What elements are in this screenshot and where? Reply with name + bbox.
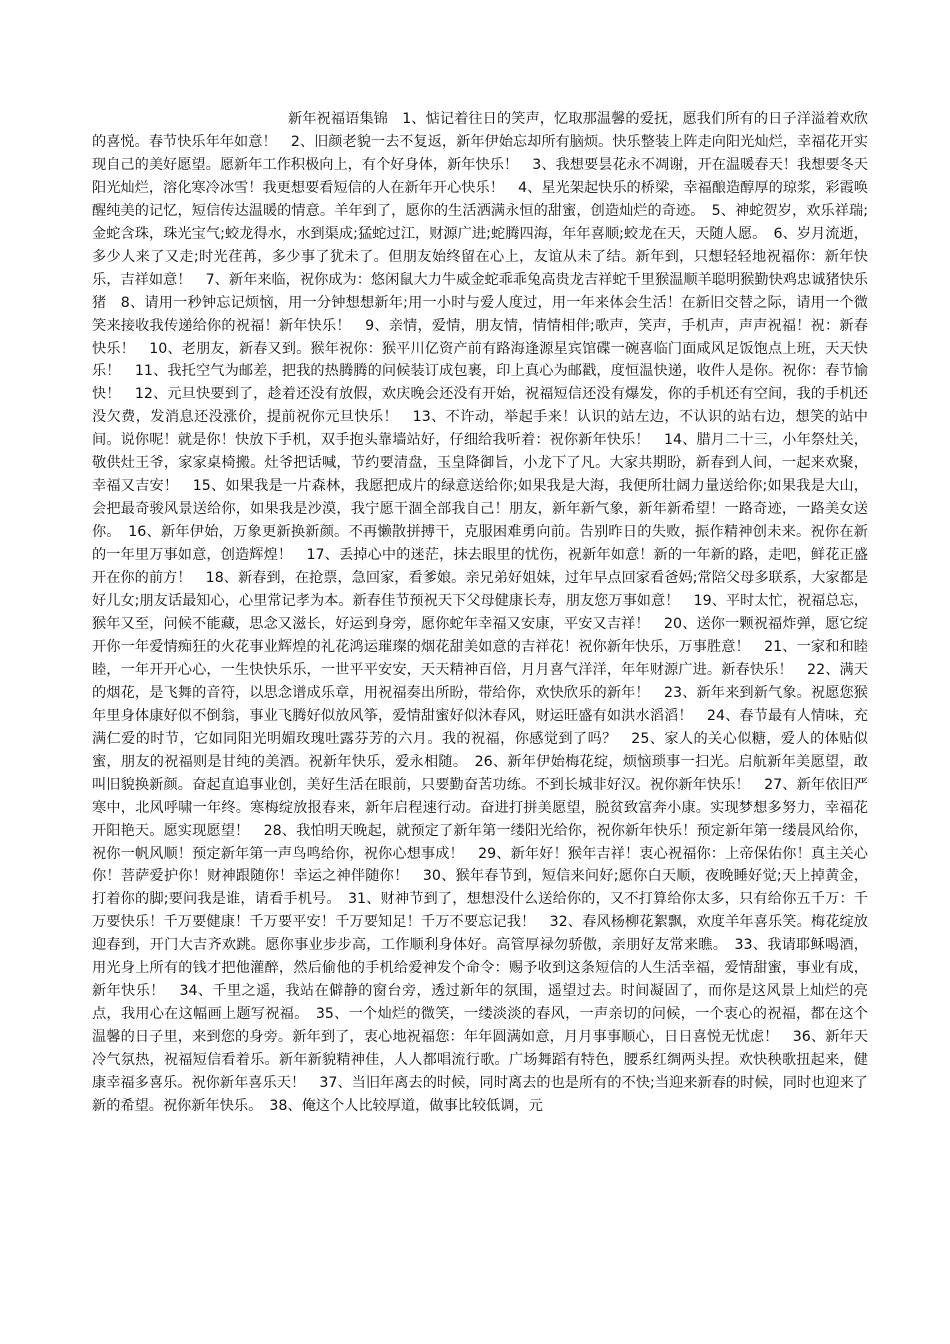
document-body-text: 新年祝福语集锦 1、惦记着往日的笑声，忆取那温馨的爱抚，愿我们所有的日子洋溢着欢欣的喜悦。春节快乐年年如意！ 2、旧颜老貌一去不复返，新年伊始忘却所有脑烦。快乐整装上阵走向阳光灿烂，幸福花开实现自己的美好愿望。愿新年工作积极向上，有个好身体，新年快乐！ 3、我想要昙花永不凋谢，开在温暖春天！我想要冬天阳光灿烂，溶化寒冷冰雪！我更想要看短信的人在新年开心快乐！ 4、星光架起快乐的桥梁，幸福酿造醇厚的琼浆，彩霞唤醒纯美的记忆，短信传达温暖的情意。羊年到了，愿你的生活洒满永恒的甜蜜，创造灿烂的奇迹。 5、神蛇贺岁，欢乐祥瑞;金蛇含珠，珠光宝气;蛟龙得水，水到渠成;猛蛇过江，财源广进;蛇腾四海，年年喜顺;蛟龙在天，天随人愿。 6、岁月流逝，多少人来了又走;时光荏苒，多少事了犹未了。但朋友始终留在心上，友谊从未了结。新年到，只想轻轻地祝福你：新年快乐，吉祥如意！ 7、新年来临，祝你成为：悠闲鼠大力牛威金蛇乖乖兔高贵龙吉祥蛇千里猴温顺羊聪明猴勤快鸡忠诚猪快乐猪 8、请用一秒钟忘记烦恼，用一分钟想想新年;用一小时与爱人度过，用一年来体会生活！在新旧交替之际，请用一个微笑来接收我传递给你的祝福！新年快乐！ 9、亲情，爱情，朋友情，情情相伴;歌声，笑声，手机声，声声祝福！祝：新春快乐！ 10、老朋友，新春又到。猴年祝你：猴平川亿资产前有路海逢源星宾馆碟一碗喜临门面咸风足饭饱点上班，天天快乐！ 11、我托空气为邮差，把我的热腾腾的问候装订成包裹，印上真心为邮戳，度恒温快递，收件人是你。祝你：春节愉快！ 12、元旦快要到了，趁着还没有放假，欢庆晚会还没有开始，祝福短信还没有爆发，你的手机还有空间，我的手机还没欠费，发消息还没涨价，提前祝你元旦快乐！ 13、不许动，举起手来！认识的站左边，不认识的站右边，想笑的站中间。说你呢！就是你！快放下手机，双手抱头靠墙站好，仔细给我听着：祝你新年快乐！ 14、腊月二十三，小年祭灶关，敬供灶王爷，家家桌椅搬。灶爷把话喊，节约要清盘，玉皇降御旨，小龙下了凡。大家共期盼，新春到人间，一起来欢聚，幸福又吉安！ 15、如果我是一片森林，我愿把成片的绿意送给你;如果我是大海，我便所壮阔力量送给你;如果我是大山，会把最奇骏风景送给你，如果我是沙漠，我宁愿干涸全部我自己！朋友，新年新气象，新年新希望！一路奇迹，一路美女送你。 16、新年伊始，万象更新换新颜。不再懒散拼搏干，克服困难勇向前。告别昨日的失败，振作精神创未来。祝你在新的一年里万事如意，创造辉煌！ 17、丢掉心中的迷茫，抹去眼里的忧伤，祝新年如意！新的一年新的路，走吧，鲜花正盛开在你的前方！ 18、新春到，在抢票，急回家，看爹娘。亲兄弟好姐妹，过年早点回家看爸妈;常陪父母多联系，大家都是好儿女;朋友话最知心，心里常记孝为本。新春佳节预祝天下父母健康长寿，朋友您万事如意！ 19、平时太忙，祝福总忘，猴年又至，问候不能藏，思念又滋长，好运到身旁，愿你蛇年幸福又安康，平安又吉祥！ 20、送你一颗祝福炸弹，愿它绽开你一年爱情痴狂的火花事业辉煌的礼花鸿运璀璨的烟花甜美如意的吉祥花！祝你新年快乐，万事胜意！ 21、一家和和睦睦，一年开开心心，一生快快乐乐，一世平平安安，天天精神百倍，月月喜气洋洋，年年财源广进。新春快乐！ 22、满天的烟花，是飞舞的音符，以思念谱成乐章，用祝福奏出所盼，带给你，欢快欣乐的新年！ 23、新年来到新气象。祝愿您猴年里身体康好似不倒翁，事业飞腾好似放风筝，爱情甜蜜好似沐春风，财运旺盛有如洪水滔滔！ 24、春节最有人情味，充满仁爱的时节，它如同阳光明媚玫瑰吐露芬芳的六月。我的祝福，你感觉到了吗？ 25、家人的关心似糖，爱人的体贴似蜜，朋友的祝福则是甘纯的美酒。祝新年快乐，爱永相随。 26、新年伊始梅花绽，烦恼琐事一扫光。启航新年美愿望，敢叫旧貌换新颜。奋起直追事业创，美好生活在眼前，只要勤奋苦功练。不到长城非好汉。祝你新年快乐！ 27、新年依旧严寒中，北风呼啸一年终。寒梅绽放报春来，新年启程速行动。奋进打拼美愿望，脱贫致富奔小康。实现梦想多努力，幸福花开阳艳天。愿实现愿望！ 28、我怕明天晚起，就预定了新年第一缕阳光给你，祝你新年快乐！预定新年第一缕晨风给你，祝你一帆风顺！预定新年第一声鸟鸣给你，祝你心想事成！ 29、新年好！猴年吉祥！衷心祝福你：上帝保佑你！真主关心你！菩萨爱护你！财神跟随你！幸运之神伴随你！ 30、猴年春节到，短信来问好;愿你白天顺，夜晚睡好觉;天上掉黄金，打着你的脚;要问我是谁，请看手机号。 31、财神节到了，想想没什么送给你的，又不打算给你太多，只有给你五千万：千万要快乐！千万要健康！千万要平安！千万要知足！千万不要忘记我！ 32、春风杨柳花絮飘，欢度羊年喜乐笑。梅花绽放迎春到，开门大吉齐欢跳。愿你事业步步高，工作顺利身体好。高管厚禄勿骄傲，亲朋好友常来瞧。 33、我请耶稣喝酒，用光身上所有的钱才把他灌醉，然后偷他的手机给爱神发个命令：赐予收到这条短信的人生活幸福，爱情甜蜜，事业有成，新年快乐！ 34、千里之遥，我站在僻静的窗台旁，透过新年的氛围，遥望过去。时间凝固了，而你是这风景上灿烂的亮点，我用心在这幅画上题写祝福。 35、一个灿烂的微笑，一缕淡淡的春风，一声亲切的问候，一个衷心的祝福，都在这个温馨的日子里，来到您的身旁。新年到了，衷心地祝福您：年年圆满如意，月月事事顺心，日日喜悦无忧虑！ 36、新年天冷气氛热，祝福短信看着乐。新年新貌精神佳，人人都唱流行歌。广场舞蹈有特色，腰系红绸两头捏。欢快秧歌扭起来，健康幸福多喜乐。祝你新年喜乐天！ 37、当旧年离去的时候，同时离去的也是所有的不快;当迎来新春的时候，同时也迎来了新的希望。祝你新年快乐。 38、俺这个人比较厚道，做事比较低调，元 bbox=[92, 111, 868, 1114]
